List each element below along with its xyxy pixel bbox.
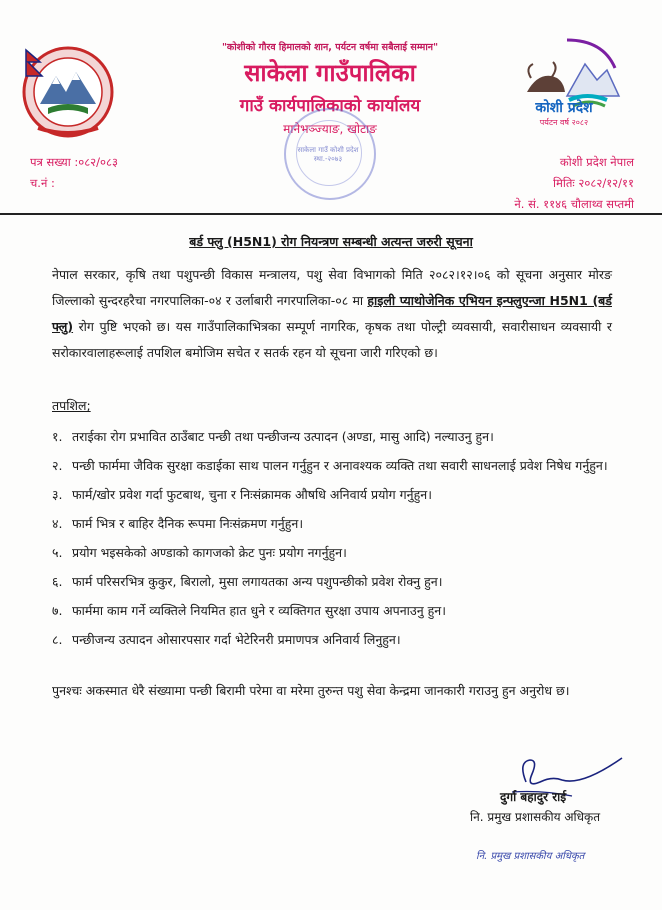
koshi-pradesh-tagline: पर्यटन वर्ष २०८२ <box>539 118 589 127</box>
office-address: मानेभञ्ज्याङ, खोटाङ <box>283 122 377 136</box>
list-item: ७. फार्ममा काम गर्ने व्यक्तिले नियमित हात धुने र व्यक्तिगत सुरक्षा उपाय अपनाउनु हुन। <box>52 603 446 618</box>
koshi-pradesh-label <box>507 98 621 128</box>
list-item: ६. फार्म परिसरभित्र कुकुर, बिरालो, मुसा लगायतका अन्य पशुपन्छीको प्रवेश रोक्नु हुन। <box>52 574 443 589</box>
list-item: २. पन्छी फार्ममा जैविक सुरक्षा कडाईका साथ पालन गर्नुहुन र अनावश्यक व्यक्ति तथा सवारी साधनलाई प्रवेश निषेध गर्नुहुन। <box>52 458 608 473</box>
list-item: ३. फार्म/खोर प्रवेश गर्दा फुटबाथ, चुना र निःसंक्रामक औषधि अनिवार्य प्रयोग गर्नुहुन। <box>52 487 432 502</box>
header-divider <box>0 213 662 215</box>
office-stamp-text: साकेला गाउँ कोशी प्रदेश स्था.-२०७३ <box>297 146 359 163</box>
office-name: साकेला गाउँपालिका <box>244 59 416 87</box>
signatory-title: नि. प्रमुख प्रशासकीय अधिकृत <box>470 810 601 824</box>
instruction-list <box>52 426 612 651</box>
list-item: ८. पन्छीजन्य उत्पादन ओसारपसार गर्दा भेटेरिनरी प्रमाणपत्र अनिवार्य लिनुहुन। <box>52 632 401 647</box>
letter-number: पत्र सख्या :०८२/०८३ <box>30 155 118 169</box>
list-item: ४. फार्म भित्र र बाहिर दैनिक रूपमा निःसंक्रमण गर्नुहुन। <box>52 516 304 531</box>
motto: "कोशीको गौरव हिमालको शान, पर्यटन वर्षमा सबैलाई सम्मान" <box>221 42 439 53</box>
notice-subject: बर्ड फ्लु (H5N1) रोग नियन्त्रण सम्बन्धी अत्यन्त जरुरी सूचना <box>189 234 473 249</box>
disease-highlight: हाइली प्याथोजेनिक एभियन इन्फ्लुएन्जा H5N1 (बर्ड फ्लु) <box>52 293 612 334</box>
signatory-seal: नि. प्रमुख प्रशासकीय अधिकृत <box>476 851 585 862</box>
signatory-name: दुर्गा बहादुर राई <box>500 790 567 804</box>
intro-paragraph <box>52 262 612 366</box>
list-item: ५. प्रयोग भइसकेको अण्डाको कागजको क्रेट पुनः प्रयोग नगर्नुहुन। <box>52 545 347 560</box>
intro-text-part1: नेपाल सरकार, कृषि तथा पशुपन्छी विकास मन्त्रालय, पशु सेवा विभागको मिति २०८२।१२।०६ को सूचना अनुसार मोरङ जिल्लाको सुन्दरहरैचा नगरपालिका-०४ र उर्लाबारी नगरपालिका-०८ मा <box>52 267 612 308</box>
koshi-pradesh-name: कोशी प्रदेश <box>535 100 593 116</box>
nepal-emblem-icon <box>18 42 118 138</box>
reference-block <box>30 152 118 194</box>
postscript: पुनश्चः अकस्मात धेरै संख्यामा पन्छी बिरामी परेमा वा मरेमा तुरुन्त पशु सेवा केन्द्रमा जानकारी गराउनु हुन अनुरोध छ। <box>52 683 570 698</box>
nepal-sambat-date: ने. सं. ११४६ चौलाथ्व सप्तमी <box>514 197 634 211</box>
date-block <box>514 152 634 215</box>
province-label: कोशी प्रदेश नेपाल <box>559 155 634 169</box>
list-title: तपशिल; <box>52 398 91 413</box>
intro-text-part2: रोग पुष्टि भएको छ। यस गाउँपालिकाभित्रका सम्पूर्ण नागरिक, कृषक तथा पोल्ट्री व्यवसायी, सवारीसाधन व्यवसायी र सरोकारवालाहरूलाई तपशिल बमोजिम सचेत र सतर्क रहन यो सूचना जारी गरिएको छ। <box>52 319 612 360</box>
dispatch-number: च.नं : <box>30 176 55 190</box>
letter-date: मितिः २०८२/१२/११ <box>553 176 634 190</box>
list-item: १. तराईका रोग प्रभावित ठाउँबाट पन्छी तथा पन्छीजन्य उत्पादन (अण्डा, मासु आदि) नल्याउनु हुन। <box>52 429 494 444</box>
office-subtitle: गाउँ कार्यपालिकाको कार्यालय <box>239 96 421 116</box>
